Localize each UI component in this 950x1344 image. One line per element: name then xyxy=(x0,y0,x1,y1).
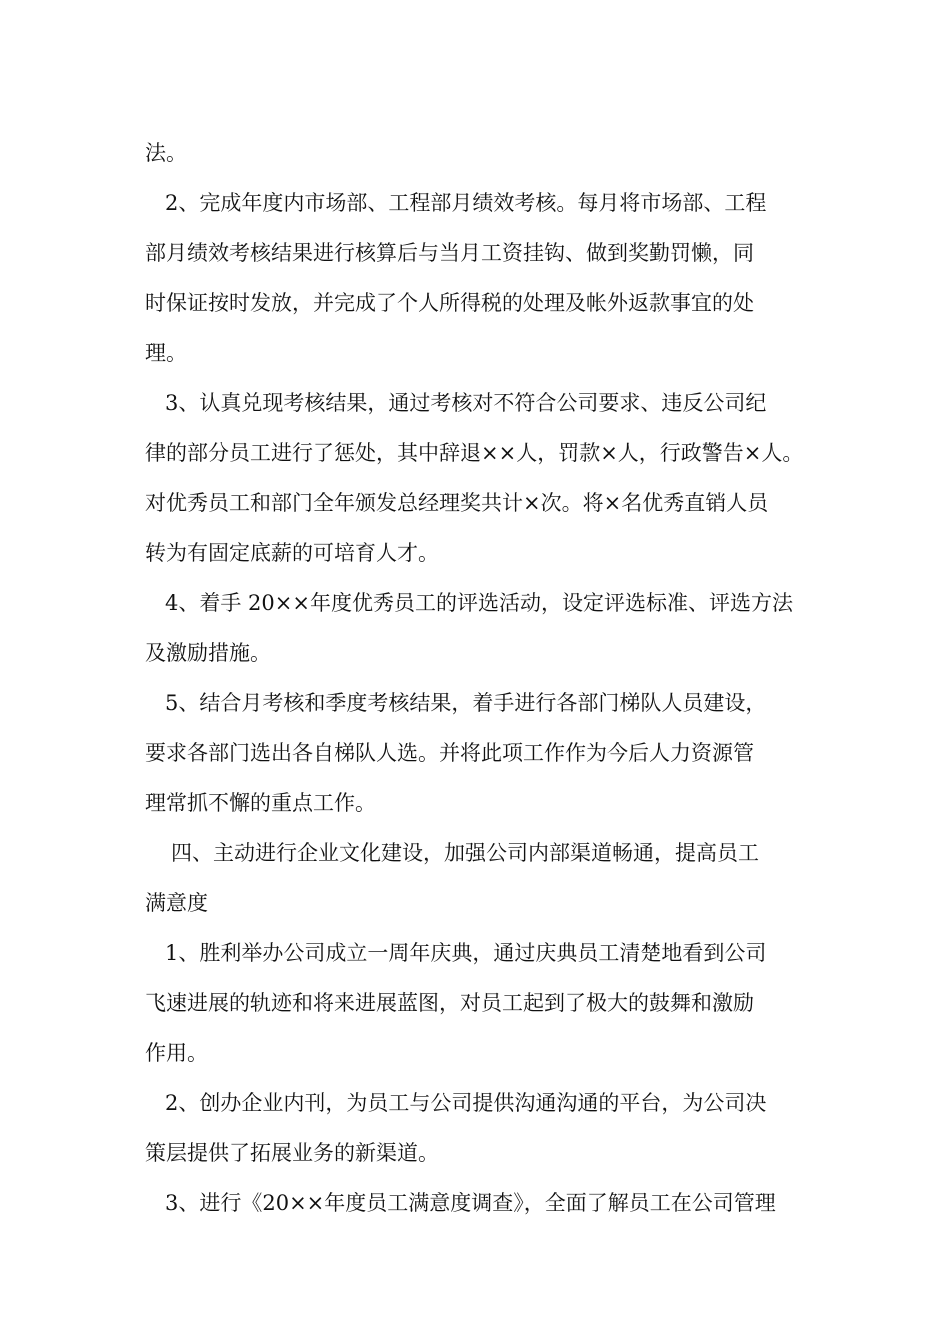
text-line: 对优秀员工和部门全年颁发总经理奖共计×次。将×名优秀直销人员 xyxy=(145,491,769,515)
text-line: 部月绩效考核结果进行核算后与当月工资挂钩、做到奖勤罚懒，同 xyxy=(145,241,754,265)
section-heading-continued: 满意度 xyxy=(145,891,208,915)
text-line: 飞速进展的轨迹和将来进展蓝图，对员工起到了极大的鼓舞和激励 xyxy=(145,991,754,1015)
text-line: 2、创办企业内刊，为员工与公司提供沟通沟通的平台，为公司决 xyxy=(165,1091,767,1115)
text-line: 转为有固定底薪的可培育人才。 xyxy=(145,541,439,565)
text-line: 5、结合月考核和季度考核结果，着手进行各部门梯队人员建设， xyxy=(165,691,767,715)
text-line: 理。 xyxy=(145,341,187,365)
text-line: 法。 xyxy=(145,141,187,165)
text-line: 律的部分员工进行了惩处，其中辞退××人，罚款×人，行政警告×人。 xyxy=(145,441,804,465)
text-line: 及激励措施。 xyxy=(145,641,271,665)
document-body xyxy=(145,128,825,1228)
text-line: 3、进行《20××年度员工满意度调查》，全面了解员工在公司管理 xyxy=(165,1191,776,1215)
text-line: 作用。 xyxy=(145,1041,208,1065)
text-line: 2、完成年度内市场部、工程部月绩效考核。每月将市场部、工程 xyxy=(165,191,767,215)
text-line: 3、认真兑现考核结果，通过考核对不符合公司要求、违反公司纪 xyxy=(165,391,767,415)
text-line: 策层提供了拓展业务的新渠道。 xyxy=(145,1141,439,1165)
text-line: 理常抓不懈的重点工作。 xyxy=(145,791,376,815)
text-line: 4、着手 20××年度优秀员工的评选活动，设定评选标准、评选方法 xyxy=(165,591,793,615)
text-line: 要求各部门选出各自梯队人选。并将此项工作作为今后人力资源管 xyxy=(145,741,754,765)
section-heading: 四、主动进行企业文化建设，加强公司内部渠道畅通，提高员工 xyxy=(171,841,759,865)
text-line: 1、胜利举办公司成立一周年庆典，通过庆典员工清楚地看到公司 xyxy=(165,941,767,965)
text-line: 时保证按时发放，并完成了个人所得税的处理及帐外返款事宜的处 xyxy=(145,291,754,315)
